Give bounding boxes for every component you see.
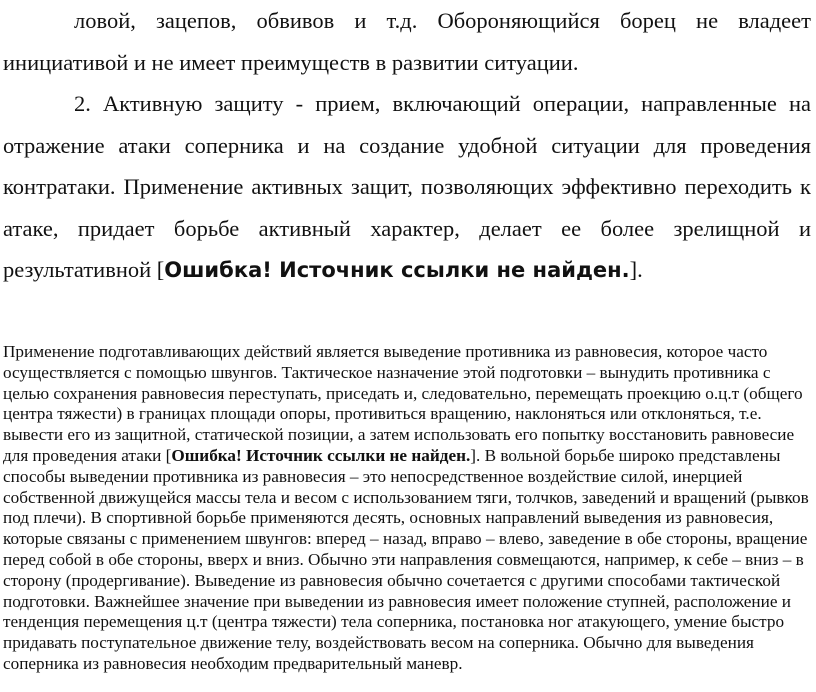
paragraph-text-continued: ]. В вольной борьбе широко представлены способы выведении противника из равновесия – это непосредственное воздействие силой, инерцией собственной движущейся массы тела и весом с использованием тяги, толчков, заведений и вращений (рывков под плечи). В спортивной борьбе применяются десять, основных направлений выведения из равновесия, которые связаны с применением швунгов: вперед – назад, вправо – влево, заведение в обе стороны, вращение перед собой в обе стороны, вверх и вниз. Обычно эти направления совмещаются, например, к себе – вниз – в сторону (продергивание). Выведение из равновесия обычно сочетается с другими способами тактической подготовки. Важнейшее значение при выведении из равновесия имеет положение ступней, расположение и тенденция перемещения ц.т (центра тяжести) тела соперника, постановка ног атакующего, умение быстро придавать поступательное движение телу, воздействовать весом на соперника. Обычно для выведения соперника из равновесия необходим предварительный маневр. (3, 445, 809, 673)
paragraph-continuation (3, 0, 811, 83)
paragraph-line: ловой, зацепов, обвивов и т.д. Обороняющийся борец не владеет (74, 8, 811, 33)
paragraph-text: 2. Активную защиту - прием, включающий операции, направленные на отражение атаки соперника и на создание удобной ситуации для проведения контратаки. Применение активных защит, позволяющих эффективно переходить к атаке, придает борьбе активный характер, делает ее более зрелищной и результативной [ (3, 91, 811, 282)
reference-close: ]. (629, 257, 643, 282)
reference-error: Ошибка! Источник ссылки не найден. (164, 258, 630, 282)
paragraph-text: Применение подготавливающих действий является выведение противника из равновесия, которое часто осуществляется с помощью швунгов. Тактическое назначение этой подготовки – вынудить противника с целью сохранения равновесия переступать, приседать и, следовательно, перемещать проекцию о.ц.т (общего центра тяжести) в границах площади опоры, противиться вращению, наклоняться или отклоняться, т.е. вывести его из защитной, статической позиции, а затем использовать его попытку восстановить равновесие для проведения атаки [ (3, 342, 803, 465)
paragraph-balance (3, 342, 811, 675)
reference-error: Ошибка! Источник ссылки не найден. (171, 445, 471, 465)
paragraph-line: инициативой и не имеет преимуществ в развитии ситуации. (3, 49, 579, 75)
paragraph-active-defense (3, 83, 811, 292)
